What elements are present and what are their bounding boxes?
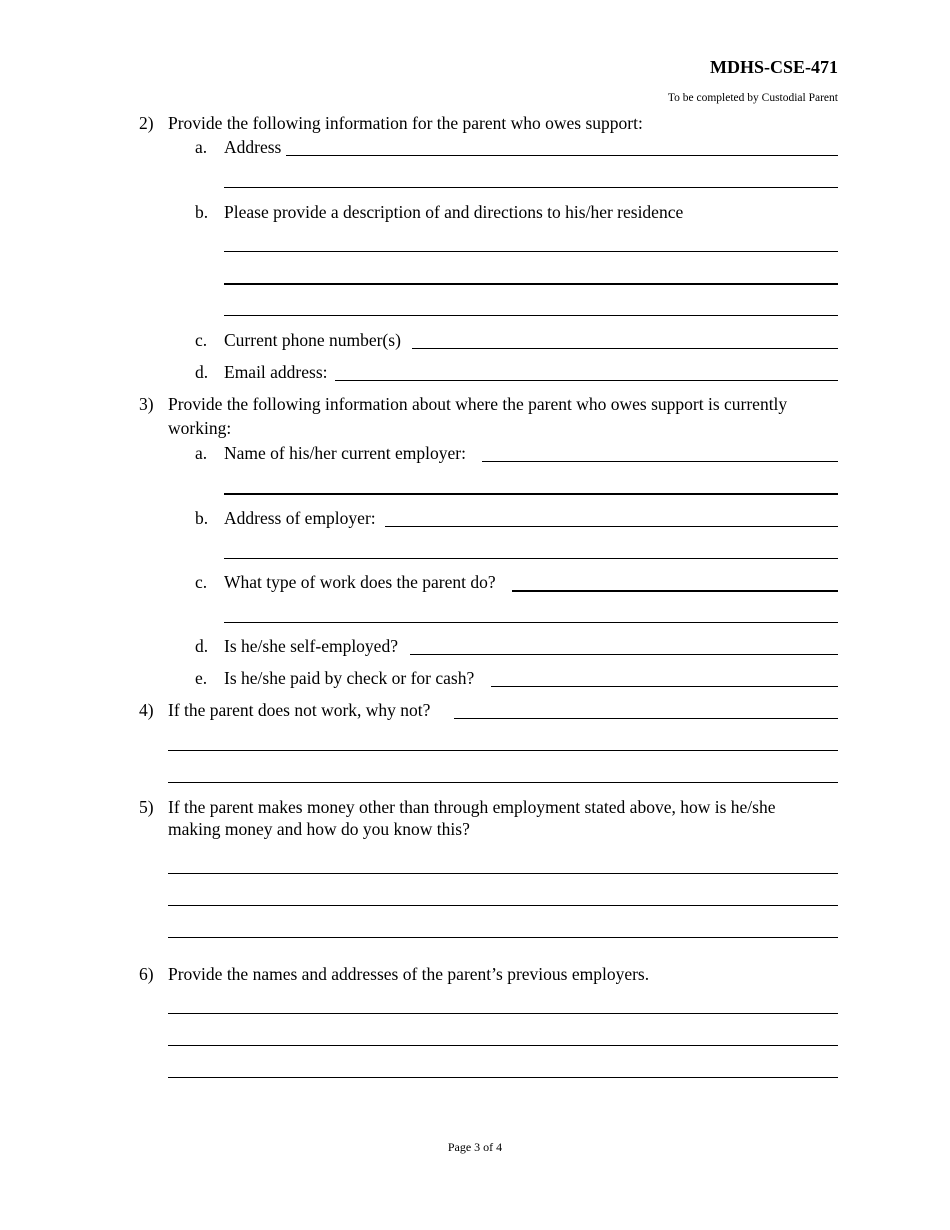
q3d-label: Is he/she self-employed? xyxy=(224,636,398,656)
q3e-label: Is he/she paid by check or for cash? xyxy=(224,668,475,688)
q3b-label: Address of employer: xyxy=(224,508,376,528)
q3e-letter: e. xyxy=(195,668,208,688)
q2a-address-field-line2[interactable] xyxy=(224,187,838,188)
q3-text-line2: working: xyxy=(168,418,232,438)
q4-answer-field-line2[interactable] xyxy=(168,750,838,751)
q3b-employer-address-field-line2[interactable] xyxy=(224,558,838,559)
q3b-letter: b. xyxy=(195,508,209,528)
q5-answer-field-line1[interactable] xyxy=(168,873,838,874)
q5-answer-field-line2[interactable] xyxy=(168,905,838,906)
q2a-label: Address xyxy=(224,137,282,157)
q2a-letter: a. xyxy=(195,137,208,157)
q3a-label: Name of his/her current employer: xyxy=(224,443,466,463)
q3a-employer-field[interactable] xyxy=(482,461,838,462)
q2-text: Provide the following information for the parent who owes support: xyxy=(168,113,643,133)
q3a-employer-field-line2[interactable] xyxy=(224,493,838,495)
q4-answer-field[interactable] xyxy=(454,718,838,719)
q2d-letter: d. xyxy=(195,362,209,382)
q2d-label: Email address: xyxy=(224,362,328,382)
q2b-residence-field-line1[interactable] xyxy=(224,251,838,252)
page-number: Page 3 of 4 xyxy=(447,1140,503,1154)
q2b-letter: b. xyxy=(195,202,209,222)
q5-answer-field-line3[interactable] xyxy=(168,937,838,938)
q3-text-line1: Provide the following information about where the parent who owes support is currently xyxy=(168,394,788,414)
q5-text-line2: making money and how do you know this? xyxy=(168,819,470,839)
q2c-phone-field[interactable] xyxy=(412,348,838,349)
q5-number: 5) xyxy=(139,797,154,817)
q6-answer-field-line2[interactable] xyxy=(168,1045,838,1046)
form-number: MDHS-CSE-471 xyxy=(709,57,838,77)
q3d-self-employed-field[interactable] xyxy=(410,654,838,655)
q3e-payment-field[interactable] xyxy=(491,686,838,687)
q3a-letter: a. xyxy=(195,443,208,463)
q6-text: Provide the names and addresses of the parent’s previous employers. xyxy=(168,964,650,984)
q4-answer-field-line3[interactable] xyxy=(168,782,838,783)
q6-answer-field-line3[interactable] xyxy=(168,1077,838,1078)
q2-number: 2) xyxy=(139,113,154,133)
q3d-letter: d. xyxy=(195,636,209,656)
q5-text-line1: If the parent makes money other than through employment stated above, how is he/she xyxy=(168,797,776,817)
q2d-email-field[interactable] xyxy=(335,380,838,381)
q2b-residence-field-line2[interactable] xyxy=(224,283,838,285)
q2a-address-field[interactable] xyxy=(286,155,838,156)
form-subtitle: To be completed by Custodial Parent xyxy=(667,92,838,104)
q2b-residence-field-line3[interactable] xyxy=(224,315,838,316)
q4-number: 4) xyxy=(139,700,154,720)
q3c-work-type-field[interactable] xyxy=(512,590,838,592)
q6-answer-field-line1[interactable] xyxy=(168,1013,838,1014)
q2b-label: Please provide a description of and directions to his/her residence xyxy=(224,202,684,222)
q3c-work-type-field-line2[interactable] xyxy=(224,622,838,623)
q2c-letter: c. xyxy=(195,330,208,350)
q3-number: 3) xyxy=(139,394,154,414)
q4-text: If the parent does not work, why not? xyxy=(168,700,431,720)
q2c-label: Current phone number(s) xyxy=(224,330,401,350)
q6-number: 6) xyxy=(139,964,154,984)
q3b-employer-address-field[interactable] xyxy=(385,526,838,527)
q3c-label: What type of work does the parent do? xyxy=(224,572,496,592)
q3c-letter: c. xyxy=(195,572,208,592)
